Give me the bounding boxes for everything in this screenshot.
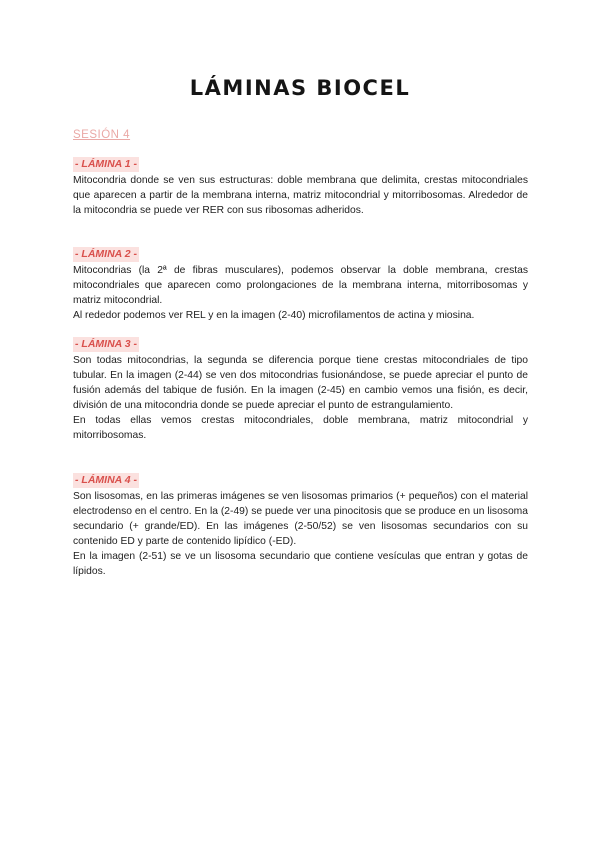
section-lamina-1	[73, 154, 528, 218]
section-lamina-2	[73, 244, 528, 323]
paragraph: En la imagen (2-51) se ve un lisosoma secundario que contiene vesículas que entran y gotas de lípidos.	[73, 551, 528, 577]
paragraph: Mitocondria donde se ven sus estructuras: doble membrana que delimita, crestas mitocondriales que aparecen a partir de la membrana interna, matriz mitocondrial y mitorribosomas. Alrededor de la mitocondria se puede ver RER con sus ribosomas adheridos.	[73, 175, 528, 216]
paragraph: Al rededor podemos ver REL y en la imagen (2-40) microfilamentos de actina y miosina.	[73, 310, 475, 321]
section-lamina-4	[73, 470, 528, 579]
lamina-heading: - LÁMINA 2 -	[75, 248, 138, 260]
lamina-heading: - LÁMINA 4 -	[75, 474, 138, 486]
lamina-heading: - LÁMINA 1 -	[75, 158, 138, 170]
paragraph: Son todas mitocondrias, la segunda se diferencia porque tiene crestas mitocondriales de tipo tubular. En la imagen (2-44) se ven dos mitocondrias fusionándose, se puede apreciar el punto de fusión además del tabique de fusión. En la imagen (2-45) en cambio vemos una fisión, es decir, división de una mitocondria donde se puede apreciar el punto de estrangulamiento.	[73, 355, 528, 411]
document-title: LÁMINAS BIOCEL	[189, 76, 411, 100]
session-label: SESIÓN 4	[73, 129, 131, 141]
lamina-heading: - LÁMINA 3 -	[75, 338, 138, 350]
paragraph: Mitocondrias (la 2ª de fibras musculares), podemos observar la doble membrana, crestas mitocondriales que aparecen como prolongaciones de la membrana interna, mitorribosomas y matriz mitocondrial.	[73, 265, 528, 306]
paragraph: Son lisosomas, en las primeras imágenes se ven lisosomas primarios (+ pequeños) con el material electrodenso en el centro. En la (2-49) se puede ver una pinocitosis que se produce en un lisosoma secundario (+ grande/ED). En las imágenes (2-50/52) se ven lisosomas secundarios con su contenido ED y parte de contenido lipídico (-ED).	[73, 491, 528, 547]
paragraph: En todas ellas vemos crestas mitocondriales, doble membrana, matriz mitocondrial y mitorribosomas.	[73, 415, 528, 441]
section-lamina-3	[73, 334, 528, 443]
